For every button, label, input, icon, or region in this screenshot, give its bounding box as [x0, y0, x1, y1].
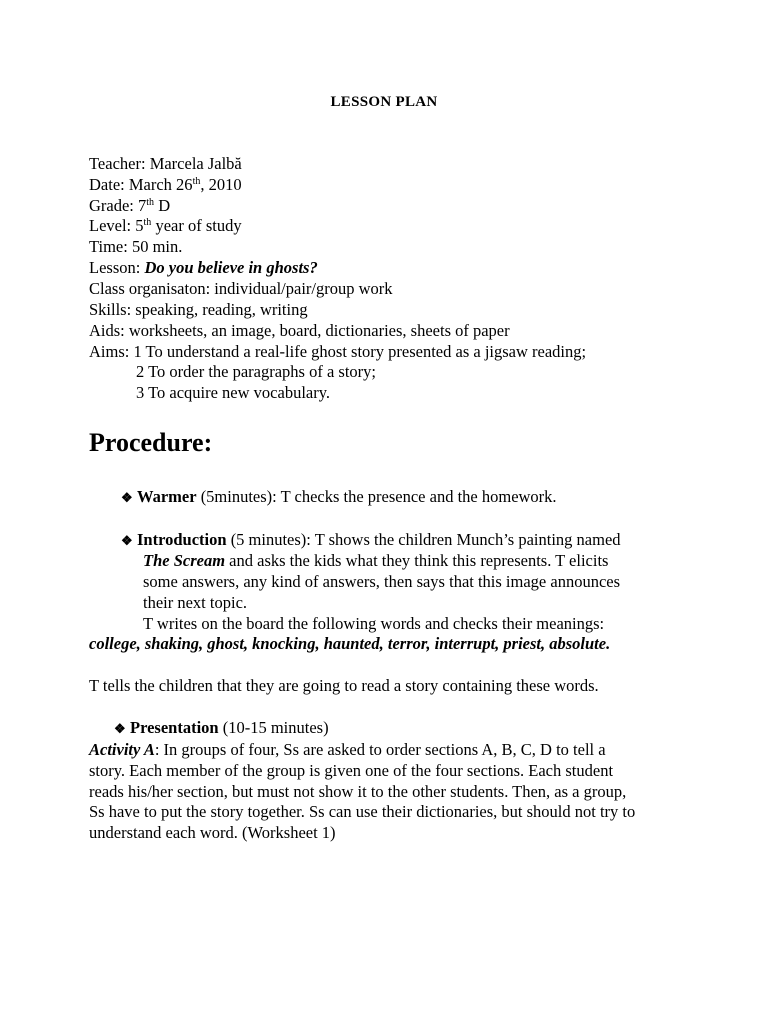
introduction-item: ❖ Introduction (5 minutes): T shows the children Munch’s painting named	[121, 530, 621, 549]
activity-label: Activity A	[89, 740, 155, 759]
activity-line-3: reads his/her section, but must not show it to the other students. Then, as a group,	[89, 782, 627, 801]
story-intro-line: T tells the children that they are going to read a story containing these words.	[89, 676, 599, 695]
presentation-item: ❖ Presentation (10-15 minutes)	[114, 718, 329, 737]
introduction-line-2: The Scream and asks the kids what they think this represents. T elicits	[143, 551, 609, 570]
class-organisation-line: Class organisaton: individual/pair/group work	[89, 279, 393, 298]
activity-line-5: understand each word. (Worksheet 1)	[89, 823, 336, 842]
time-line: Time: 50 min.	[89, 237, 183, 256]
aids-line: Aids: worksheets, an image, board, dictionaries, sheets of paper	[89, 321, 510, 340]
vocabulary-list: college, shaking, ghost, knocking, haunted, terror, interrupt, priest, absolute.	[89, 634, 611, 653]
warmer-item: ❖ Warmer (5minutes): T checks the presence and the homework.	[121, 487, 557, 506]
activity-line-4: Ss have to put the story together. Ss can use their dictionaries, but should not try to	[89, 802, 636, 821]
diamond-bullet-icon: ❖	[121, 533, 133, 548]
activity-line-1: Activity A: In groups of four, Ss are asked to order sections A, B, C, D to tell a	[89, 740, 606, 759]
grade-line: Grade: 7th D	[89, 196, 171, 215]
aims-line-2: 2 To order the paragraphs of a story;	[136, 362, 377, 381]
activity-line-2: story. Each member of the group is given one of the four sections. Each student	[89, 761, 614, 780]
aims-line-3: 3 To acquire new vocabulary.	[136, 383, 331, 402]
date-line: Date: March 26th, 2010	[89, 175, 242, 194]
lesson-title: Do you believe in ghosts?	[144, 258, 318, 277]
page-title: LESSON PLAN	[330, 94, 438, 110]
level-line: Level: 5th year of study	[89, 216, 242, 235]
diamond-bullet-icon: ❖	[114, 721, 126, 736]
lesson-line: Lesson: Do you believe in ghosts?	[89, 258, 318, 277]
painting-title: The Scream	[143, 551, 226, 570]
introduction-line-5: T writes on the board the following words and checks their meanings:	[143, 614, 605, 633]
skills-line: Skills: speaking, reading, writing	[89, 300, 308, 319]
introduction-line-3: some answers, any kind of answers, then says that this image announces	[143, 572, 621, 591]
introduction-line-4: their next topic.	[143, 593, 248, 612]
teacher-line: Teacher: Marcela Jalbă	[89, 154, 242, 173]
aims-line-1: Aims: 1 To understand a real-life ghost story presented as a jigsaw reading;	[89, 342, 587, 361]
diamond-bullet-icon: ❖	[121, 490, 133, 505]
procedure-heading: Procedure:	[89, 428, 213, 457]
